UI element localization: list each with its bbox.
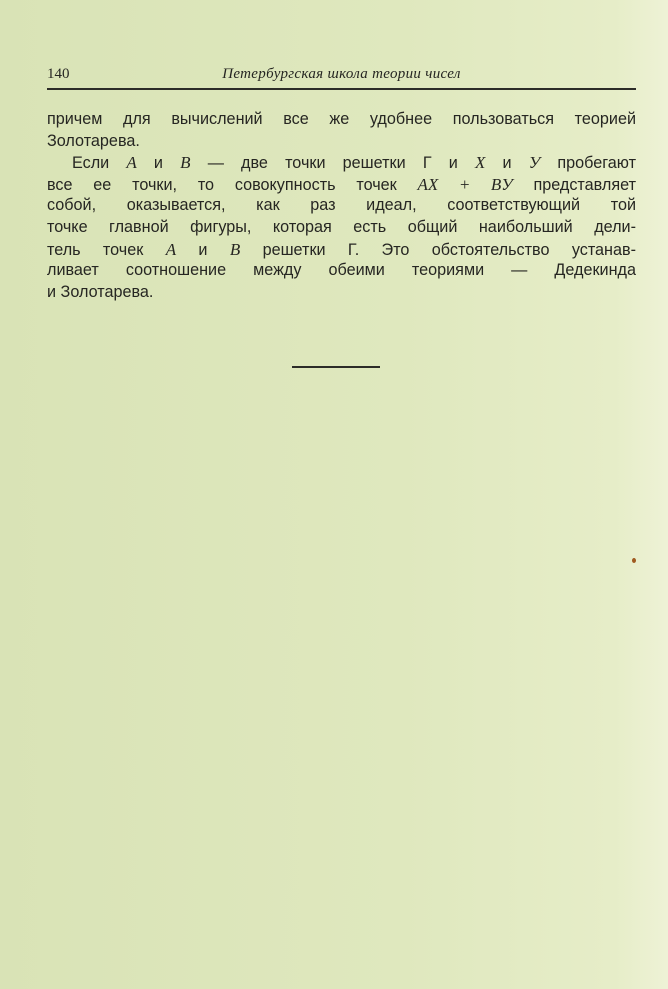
page-number: 140 (47, 66, 70, 82)
text-line (47, 174, 636, 196)
math-symbol: У (528, 153, 541, 173)
text-segment: и (136, 154, 181, 173)
math-symbol: B (229, 239, 241, 259)
paper-blemish (632, 558, 636, 563)
text-line (47, 260, 636, 282)
math-symbol: A (126, 153, 137, 173)
text-segment: тель точек (47, 240, 166, 259)
math-symbol: A (165, 239, 177, 259)
text-segment: и (176, 240, 230, 259)
text-line (47, 109, 636, 131)
text-segment: Золотарева. (47, 131, 140, 150)
text-segment: Если (72, 154, 127, 173)
text-segment: — две точки решетки Г и (190, 154, 475, 173)
text-segment: и (485, 154, 529, 173)
text-segment: собой, оказывается, как раз идеал, соответствующий той (47, 196, 636, 215)
math-symbol: B (180, 153, 191, 173)
text-segment: представляет (512, 175, 636, 194)
text-segment: ливает соотношение между обеими теориями — Дедекинда (47, 261, 636, 280)
text-segment: все ее точки, то совокупность точек (47, 175, 418, 194)
body-text (47, 109, 636, 303)
header-rule (47, 88, 636, 90)
text-line (47, 239, 636, 261)
text-segment: причем для вычислений все же удобнее пользоваться теорией (47, 110, 636, 128)
text-line (47, 282, 636, 304)
math-symbol: AX + BУ (417, 174, 513, 194)
text-segment: пробегают (540, 154, 636, 173)
text-line (47, 131, 636, 153)
text-segment: решетки Г. Это обстоятельство устанав- (240, 240, 636, 259)
math-symbol: X (474, 153, 486, 173)
text-line (47, 152, 636, 174)
running-title: Петербургская школа теории чисел (222, 66, 461, 82)
text-line (47, 217, 636, 239)
text-segment: и Золотарева. (47, 282, 154, 301)
page-header (47, 64, 636, 88)
text-segment: точке главной фигуры, которая есть общий наибольший дели- (47, 217, 636, 236)
section-end-rule (292, 366, 380, 368)
text-line (47, 195, 636, 217)
